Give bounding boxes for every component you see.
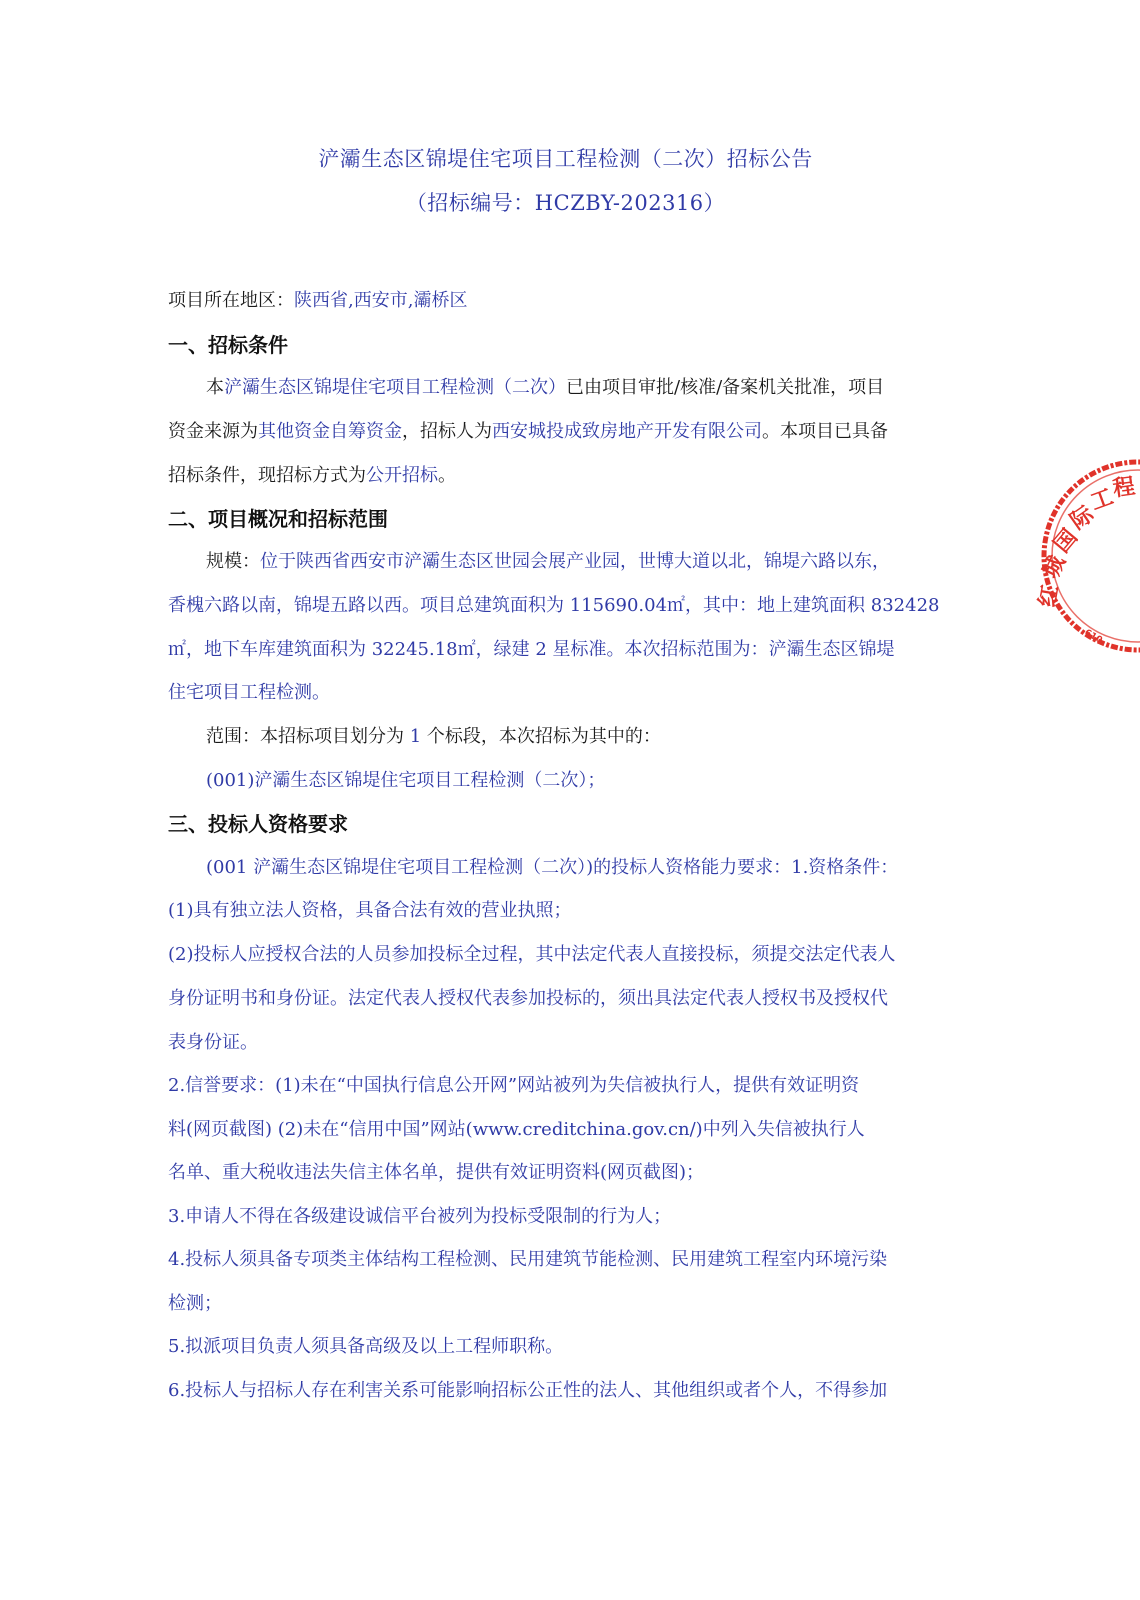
svg-text:610: 610: [1082, 627, 1104, 646]
section1-para-line-1: 本浐灞生态区锦堤住宅项目工程检测（二次）已由项目审批/核准/备案机关批准，项目: [206, 377, 885, 398]
qual-line-12: 5.拟派项目负责人须具备高级及以上工程师职称。: [168, 1336, 564, 1357]
scale-line-2: 香槐六路以南，锦堤五路以西。项目总建筑面积为 115690.04㎡，其中：地上建筑面积 832428: [168, 595, 940, 616]
location-label: 项目所在地区：: [168, 290, 294, 311]
qual-line-2: (1)具有独立法人资格，具备合法有效的营业执照；: [168, 900, 572, 921]
range-line: 范围：本招标项目划分为 1 个标段，本次招标为其中的：: [206, 726, 661, 747]
company-seal-icon: [1034, 458, 1140, 654]
lot-count: 1: [409, 726, 422, 747]
qual-line-7: 料(网页截图) (2)未在“信用中国”网站(www.creditchina.gov.cn/)中列入失信被执行人: [168, 1119, 865, 1140]
qual-line-10: 4.投标人须具备专项类主体结构工程检测、民用建筑节能检测、民用建筑工程室内环境污染: [168, 1249, 888, 1270]
tender-method: 公开招标: [366, 465, 438, 486]
qual-line-5: 表身份证。: [168, 1032, 258, 1053]
qual-line-6: 2.信誉要求：(1)未在“中国执行信息公开网”网站被列为失信被执行人，提供有效证明资: [168, 1075, 860, 1096]
lot-item: (001)浐灞生态区锦堤住宅项目工程检测（二次）；: [206, 770, 606, 791]
svg-text:程: 程: [1111, 473, 1137, 502]
section-heading-1: 一、招标条件: [168, 333, 288, 357]
svg-text:国: 国: [1048, 524, 1083, 558]
qual-line-4: 身份证明书和身份证。法定代表人授权代表参加投标的，须出具法定代表人授权书及授权代: [168, 988, 888, 1009]
svg-text:际: 际: [1065, 500, 1099, 535]
svg-text:红: 红: [1034, 582, 1064, 610]
tenderer-name: 西安城投成致房地产开发有限公司: [492, 421, 762, 442]
location-value: 陕西省,西安市,灞桥区: [294, 290, 468, 311]
project-location: [168, 289, 948, 313]
svg-text:城: 城: [1037, 551, 1071, 583]
section1-para-line-2: 资金来源为其他资金自筹资金，招标人为西安城投成致房地产开发有限公司。本项目已具备: [168, 421, 888, 442]
qual-line-1: (001 浐灞生态区锦堤住宅项目工程检测（二次）)的投标人资格能力要求：1.资格条件：: [206, 857, 899, 878]
qual-line-3: (2)投标人应授权合法的人员参加投标全过程，其中法定代表人直接投标，须提交法定代表人: [168, 944, 896, 965]
scale-line-4: 住宅项目工程检测。: [168, 682, 330, 703]
page-title: 浐灞生态区锦堤住宅项目工程检测（二次）招标公告: [318, 147, 813, 171]
scale-line-3: ㎡，地下车库建筑面积为 32245.18㎡，绿建 2 星标准。本次招标范围为：浐灞生态区锦堤: [168, 639, 895, 660]
section-heading-3: 三、投标人资格要求: [168, 812, 348, 836]
section1-para-line-3: 招标条件，现招标方式为公开招标。: [168, 465, 456, 486]
section-heading-2: 二、项目概况和招标范围: [168, 507, 388, 531]
qual-line-9: 3.申请人不得在各级建设诚信平台被列为投标受限制的行为人；: [168, 1206, 672, 1227]
qual-line-11: 检测；: [168, 1293, 222, 1314]
qual-line-13: 6.投标人与招标人存在利害关系可能影响招标公正性的法人、其他组织或者个人，不得参加: [168, 1380, 888, 1401]
qual-line-8: 名单、重大税收违法失信主体名单，提供有效证明资料(网页截图)；: [168, 1162, 705, 1183]
tender-number: （招标编号：HCZBY-202316）: [405, 191, 726, 215]
scale-line-1: 规模：位于陕西省西安市浐灞生态区世园会展产业园，世博大道以北，锦堤六路以东，: [206, 551, 890, 572]
project-name: 浐灞生态区锦堤住宅项目工程检测（二次）: [224, 377, 566, 398]
svg-text:工: 工: [1087, 483, 1117, 516]
fund-source: 其他资金自筹资金: [258, 421, 402, 442]
